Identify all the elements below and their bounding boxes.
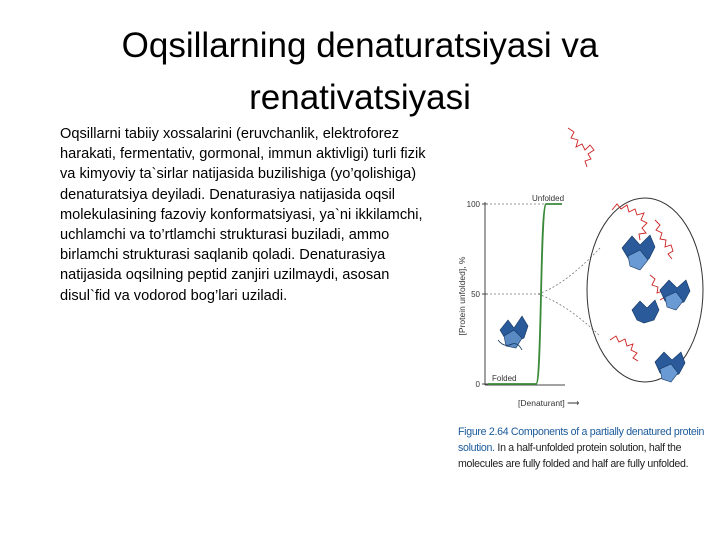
folded-protein-1 [622,235,655,270]
label-unfolded: Unfolded [532,194,565,203]
unfolded-chain-4 [610,336,638,361]
folded-protein-small [498,316,528,350]
slide-title: Oqsillarning denaturatsiyasi va renativatsiyasi [121,26,599,117]
folded-protein-3 [632,300,659,323]
caption-head: Figure 2.64 Components of a partially denatured protein solution. [458,426,705,454]
x-axis-label: [Denaturant] ⟶ [518,398,580,408]
unfolded-chain-3 [655,220,673,259]
slide-body-text: Oqsillarni tabiiy xossalarini (eruvchanlik, elektroforez harakati, fermentativ, gormonal, immun aktivligi) turli fizik va kimyoviy ta`sirlar natijasida buzilishiga (yo’qolishiga) denaturatsiya deyiladi. Denaturasiya natijasida oqsil molekulasining fazoviy konformatsiyasi, ya`ni ikkilamchi, uchlamchi va to’rtlamchi strukturasi buziladi, ammo birlamchi strukturasi saqlanib qoladi. Denaturasiya natijasida oqsilning peptid zanjiri uzilmaydi, asosan disul`fid va vodorod bog’lari uziladi. [60,126,426,304]
dashed-to-folded [538,294,600,336]
tick-label-50: 50 [471,290,480,299]
tick-label-100: 100 [466,200,480,209]
folded-protein-4 [655,352,685,382]
caption-body: In a half-unfolded protein solution, half the molecules are fully folded and half are fully unfolded. [458,442,689,470]
unfolded-chain-1 [568,128,594,167]
tick-label-0: 0 [475,380,480,389]
y-axis-label: [Protein unfolded], % [457,256,467,336]
folded-protein-2 [660,280,690,310]
label-folded: Folded [492,374,517,383]
figure-caption [458,424,713,472]
